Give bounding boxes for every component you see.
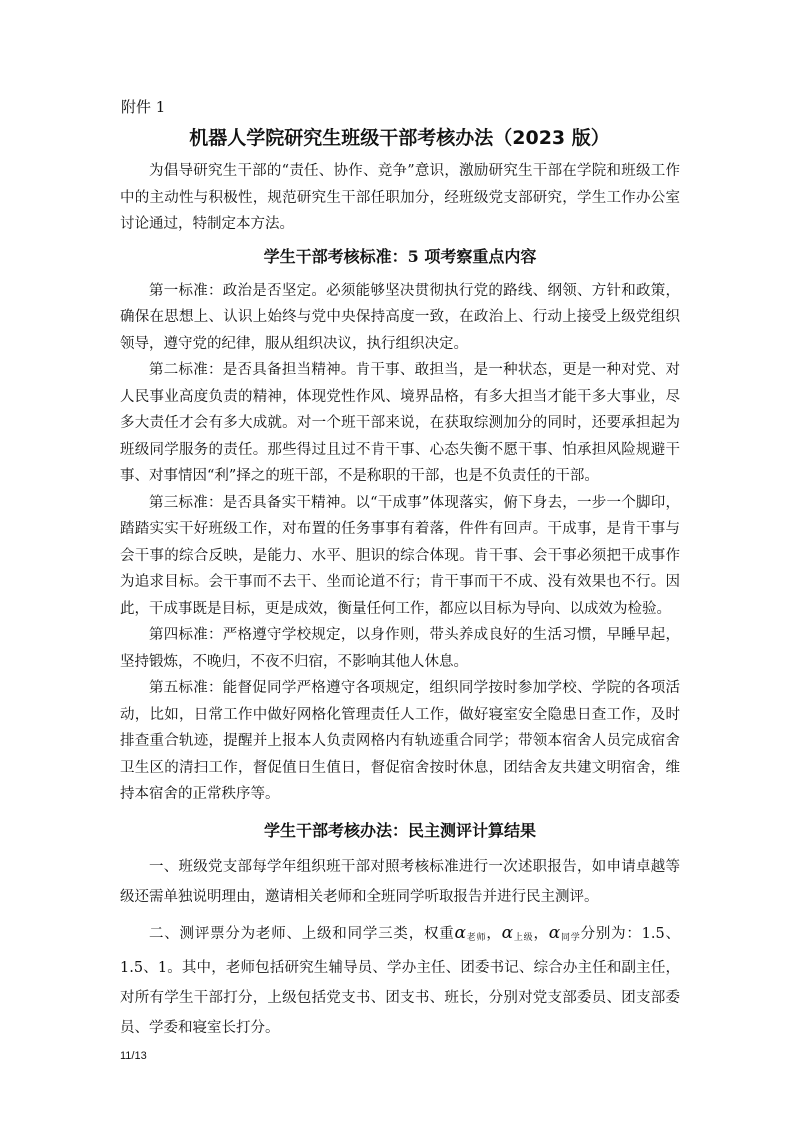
evaluation-paragraph-1: 一、班级党支部每学年组织班干部对照考核标准进行一次述职报告，如申请卓越等级还需单独说明理由，邀请相关老师和全班同学听取报告并进行民主测评。 [120, 859, 680, 905]
weights-separator-1: ， [486, 926, 502, 942]
standard-paragraph-2: 第二标准：是否具备担当精神。肯干事、敢担当，是一种状态，更是一种对党、对人民事业高度负责的精神，体现党性作风、境界品格，有多大担当才能干多大事业，尽多大责任才会有多大成就。对一个班干部来说，在获取综测加分的同时，还要承担起为班级同学服务的责任。那些得过且过不肯干事、心态失衡不愿干事、怕承担风险规避干事、对事情因“利”择之的班干部，不是称职的干部，也是不负责任的干部。 [120, 362, 680, 484]
intro-paragraph: 为倡导研究生干部的“责任、协作、竞争”意识，激励研究生干部在学院和班级工作中的主动性与积极性，规范研究生干部任职加分，经班级党支部研究，学生工作办公室讨论通过，特制定本方法。 [120, 163, 680, 232]
section-title-standards: 学生干部考核标准：5 项考察重点内容 [263, 246, 537, 266]
weights-text-before: 二、测评票分为老师、上级和同学三类，权重 [149, 926, 455, 942]
page-number: 11/13 [120, 1050, 147, 1062]
weight-teacher-subscript: 老师 [466, 933, 487, 943]
evaluation-section [120, 812, 680, 1049]
weights-separator-2: ， [533, 926, 549, 942]
standard-paragraph-1: 第一标准：政治是否坚定。必须能够坚决贯彻执行党的路线、纲领、方针和政策，确保在思想上、认识上始终与党中央保持高度一致，在政治上、行动上接受上级党组织领导，遵守党的纪律，服从组织决议，执行组织决定。 [120, 282, 680, 352]
weights-text-after: 分别为：1.5、1.5、1。其中，老师包括研究生辅导员、学办主任、团委书记、综合办主任和副主任，对所有学生干部打分，上级包括党支书、团支书、班长，分别对党支部委员、团支部委员、学委和寝室长打分。 [120, 926, 681, 1036]
document-body [120, 158, 680, 808]
document-title: 机器人学院研究生班级干部考核办法（2023 版） [189, 127, 610, 149]
weight-teacher-symbol: α [454, 923, 467, 943]
standard-paragraph-3: 第三标准：是否具备实干精神。以“干成事”体现落实，俯下身去，一步一个脚印，踏踏实实干好班级工作，对布置的任务事事有着落，件件有回声。干成事，是肯干事与会干事的综合反映，是能力、水平、胆识的综合体现。肯干事、会干事必须把干成事作为追求目标。会干事而不去干、坐而论道不行；肯干事而干不成、没有效果也不行。因此，干成事既是目标，更是成效，衡量任何工作，都应以目标为导向、以成效为检验。 [120, 494, 680, 617]
section-title-evaluation: 学生干部考核办法：民主测评计算结果 [263, 821, 536, 840]
evaluation-paragraph-2 [120, 918, 680, 1043]
weight-superior-subscript: 上级 [513, 933, 534, 943]
standard-paragraph-4: 第四标准：严格遵守学校规定，以身作则，带头养成良好的生活习惯，早睡早起，坚持锻炼，不晚归，不夜不归宿，不影响其他人休息。 [120, 627, 680, 670]
weight-superior-symbol: α [501, 923, 514, 943]
weight-classmate-subscript: 同学 [560, 933, 581, 943]
attachment-label: 附件 1 [121, 98, 166, 116]
weight-classmate-symbol: α [548, 923, 561, 943]
standard-paragraph-5: 第五标准：能督促同学严格遵守各项规定，组织同学按时参加学校、学院的各项活动，比如，日常工作中做好网格化管理责任人工作，做好寝室安全隐患日查工作，及时排查重合轨迹，提醒并上报本人负责网格内有轨迹重合同学；带领本宿舍人员完成宿舍卫生区的清扫工作，督促值日生值日，督促宿舍按时休息，团结舍友共建文明宿舍，维持本宿舍的正常秩序等。 [120, 680, 680, 802]
